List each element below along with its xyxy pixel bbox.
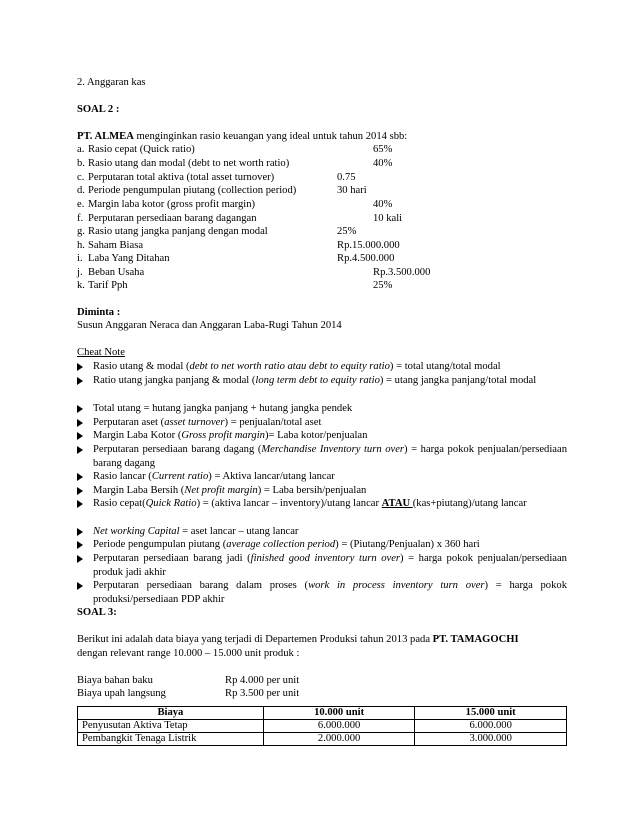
item-label: g. xyxy=(77,226,85,237)
note-formula: ) = utang jangka panjang/total modal xyxy=(379,375,537,386)
bullet-arrow-icon xyxy=(77,582,83,590)
note-emphasis: ATAU xyxy=(381,498,413,509)
note-term: Gross profit margin xyxy=(181,430,265,441)
item-label: i. xyxy=(77,253,83,264)
note-text: Perputaran persediaan barang dagang ( xyxy=(93,444,262,455)
bullet-arrow-icon xyxy=(77,473,83,481)
item-label: c. xyxy=(77,172,85,183)
note-term: asset turnover xyxy=(164,417,225,428)
note-term: Merchandise Inventory turn over xyxy=(261,444,405,455)
note-text: Rasio utang & modal ( xyxy=(93,361,190,372)
note-text: Perputaran persediaan barang jadi ( xyxy=(93,553,251,564)
table-row xyxy=(78,733,567,746)
item-text: Tarif Pph xyxy=(88,280,128,291)
table-cell: Pembangkit Tenaga Listrik xyxy=(78,733,264,746)
item-text: Rasio cepat (Quick ratio) xyxy=(88,144,195,155)
soal2-intro xyxy=(77,130,407,144)
note-text: Margin Laba Bersih ( xyxy=(93,485,185,496)
item-text: Saham Biasa xyxy=(88,240,144,251)
note-term: Current ratio xyxy=(151,471,209,482)
item-label: h. xyxy=(77,240,85,251)
table-cell: 2.000.000 xyxy=(263,733,415,746)
item-value: 0.75 xyxy=(337,172,356,183)
cheat-note-heading: Cheat Note xyxy=(77,347,125,358)
item-text: Periode pengumpulan piutang (collection period) xyxy=(88,185,297,196)
item-text: Perputaran total aktiva (total asset turnover) xyxy=(88,172,275,183)
bullet-arrow-icon xyxy=(77,419,83,427)
note-formula: ) = Aktiva lancar/utang lancar xyxy=(208,471,335,482)
note-term: long term debt to equity ratio xyxy=(255,375,380,386)
diminta-heading: Diminta : xyxy=(77,307,121,318)
item-value: Rp.15.000.000 xyxy=(337,240,400,251)
item-value: 65% xyxy=(373,144,393,155)
soal3-intro xyxy=(77,633,567,660)
note-formula: ) = total utang/total modal xyxy=(389,361,501,372)
note-formula: ) = harga pokok produksi/persediaan PDP akhir xyxy=(93,580,567,605)
item-value: 10 kali xyxy=(373,213,403,224)
cost-value: Rp 3.500 per unit xyxy=(225,688,300,699)
note-text: Rasio cepat( xyxy=(93,498,146,509)
note-text: Perputaran persediaan barang dalam proses ( xyxy=(93,580,309,591)
item-label: e. xyxy=(77,199,85,210)
note-formula: ) = harga pokok penjualan/persediaan barang dagang xyxy=(93,444,567,469)
bullet-arrow-icon xyxy=(77,363,83,371)
table-cell: Penyusutan Aktiva Tetap xyxy=(78,720,264,733)
table-header-row xyxy=(78,707,567,720)
table-cell: 3.000.000 xyxy=(415,733,567,746)
note-formula: = aset lancar – utang lancar xyxy=(179,526,299,537)
bullet-arrow-icon xyxy=(77,528,83,536)
bullet-arrow-icon xyxy=(77,541,83,549)
item-value: Rp.4.500.000 xyxy=(337,253,395,264)
table-row xyxy=(78,720,567,733)
cost-name: Biaya upah langsung xyxy=(77,688,166,699)
note-text: Rasio lancar ( xyxy=(93,471,152,482)
note-text: Perputaran aset ( xyxy=(93,417,165,428)
bullet-arrow-icon xyxy=(77,377,83,385)
note-formula: ) = penjualan/total aset xyxy=(224,417,322,428)
note-term: average collection period xyxy=(226,539,336,550)
item-text: Rasio utang dan modal (debt to net worth ratio) xyxy=(88,158,290,169)
cost-name: Biaya bahan baku xyxy=(77,675,153,686)
section-anggaran-kas: 2. Anggaran kas xyxy=(77,77,146,88)
note-text: Margin Laba Kotor ( xyxy=(93,430,182,441)
bullet-arrow-icon xyxy=(77,500,83,508)
note-formula: ) = Laba bersih/penjualan xyxy=(257,485,367,496)
note-formula: )= Laba kotor/penjualan xyxy=(264,430,368,441)
company-name: PT. ALMEA xyxy=(77,131,134,142)
soal3-intro-text: Berikut ini adalah data biaya yang terjadi di Departemen Produksi tahun 2013 pada xyxy=(77,634,433,645)
company-name: PT. TAMAGOCHI xyxy=(432,634,519,645)
column-header: 10.000 unit xyxy=(263,707,415,720)
note-formula-alt: (kas+piutang)/utang lancar xyxy=(412,498,527,509)
soal3-heading: SOAL 3: xyxy=(77,607,117,618)
note-term: work in process inventory turn over xyxy=(308,580,485,591)
bullet-arrow-icon xyxy=(77,446,83,454)
item-text: Rasio utang jangka panjang dengan modal xyxy=(88,226,268,237)
item-label: f. xyxy=(77,213,84,224)
item-label: b. xyxy=(77,158,85,169)
table-cell: 6.000.000 xyxy=(263,720,415,733)
column-header: 15.000 unit xyxy=(415,707,567,720)
note-formula: ) = (aktiva lancar – inventory)/utang lancar xyxy=(196,498,382,509)
item-text: Perputaran persediaan barang dagangan xyxy=(88,213,257,224)
column-header: Biaya xyxy=(78,707,264,720)
bullet-arrow-icon xyxy=(77,432,83,440)
note-term: Net working Capital xyxy=(93,526,180,537)
bullet-arrow-icon xyxy=(77,405,83,413)
item-value: Rp.3.500.000 xyxy=(373,267,431,278)
cost-table xyxy=(77,706,567,746)
diminta-text: Susun Anggaran Neraca dan Anggaran Laba-Rugi Tahun 2014 xyxy=(77,320,342,331)
note-text: Periode pengumpulan piutang ( xyxy=(93,539,227,550)
soal2-intro-text: menginginkan rasio keuangan yang ideal untuk tahun 2014 sbb: xyxy=(133,131,408,142)
soal3-intro-range: dengan relevant range 10.000 – 15.000 unit produk : xyxy=(77,647,300,659)
item-value: 30 hari xyxy=(337,185,367,196)
note-term: Net profit margin xyxy=(184,485,258,496)
bullet-arrow-icon xyxy=(77,487,83,495)
note-term: Quick Ratio xyxy=(145,498,197,509)
item-value: 25% xyxy=(337,226,357,237)
item-label: j. xyxy=(77,267,83,278)
bullet-arrow-icon xyxy=(77,555,83,563)
note-text: Ratio utang jangka panjang & modal ( xyxy=(93,375,256,386)
note-term: debt to net worth ratio atau debt to equity ratio xyxy=(189,361,390,372)
note-formula: ) = harga pokok penjualan/persediaan produk jadi akhir xyxy=(93,553,567,578)
note-term: finished good inventory turn over xyxy=(250,553,401,564)
note-formula: ) = (Piutang/Penjualan) x 360 hari xyxy=(335,539,480,550)
item-text: Laba Yang Ditahan xyxy=(88,253,170,264)
cost-value: Rp 4.000 per unit xyxy=(225,675,300,686)
soal2-heading: SOAL 2 : xyxy=(77,104,120,115)
note-text: Total utang = hutang jangka panjang + hutang jangka pendek xyxy=(93,403,353,414)
item-label: a. xyxy=(77,144,85,155)
item-text: Beban Usaha xyxy=(88,267,145,278)
item-label: k. xyxy=(77,280,85,291)
item-value: 40% xyxy=(373,199,393,210)
item-label: d. xyxy=(77,185,85,196)
item-value: 40% xyxy=(373,158,393,169)
item-text: Margin laba kotor (gross profit margin) xyxy=(88,199,256,210)
table-cell: 6.000.000 xyxy=(415,720,567,733)
item-value: 25% xyxy=(373,280,393,291)
